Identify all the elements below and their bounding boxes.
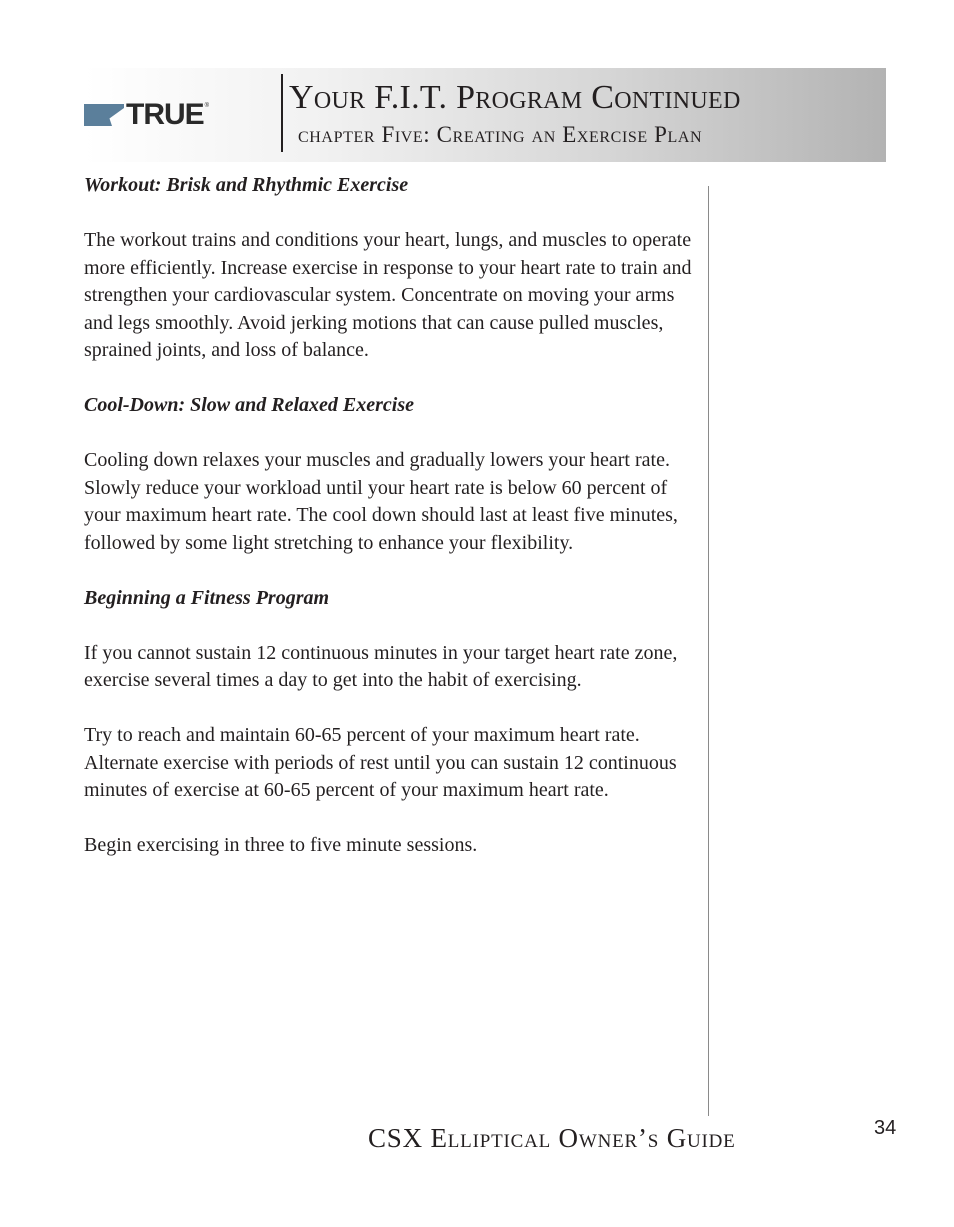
- section-heading-workout: Workout: Brisk and Rhythmic Exercise: [84, 174, 409, 196]
- header-divider: [281, 74, 283, 152]
- true-logo-mark-icon: [84, 104, 124, 126]
- true-logo: [84, 98, 252, 131]
- cool-down-paragraph: Cooling down relaxes your muscles and gradually lowers your heart rate. Slowly reduce your workload until your heart rate is below 60 percent of your maximum heart rate. The cool down should last at least five minutes, followed by some light stretching to enhance your flexibility.: [84, 449, 678, 554]
- page-title: Your F.I.T. Program Continued: [289, 79, 741, 116]
- workout-paragraph: The workout trains and conditions your heart, lungs, and muscles to operate more efficiently. Increase exercise in response to your heart rate to train and strengthen your cardiovascular system. Concentrate on moving your arms and legs smoothly. Avoid jerking motions that can cause pulled muscles, sprained joints, and loss of balance.: [84, 229, 692, 361]
- fitness-paragraph-3: Begin exercising in three to five minute sessions.: [84, 834, 478, 856]
- chapter-subtitle: chapter Five: Creating an Exercise Plan: [298, 122, 703, 147]
- page-number: 34: [874, 1117, 897, 1139]
- right-margin-rule: [708, 186, 709, 1116]
- guide-title: CSX Elliptical Owner’s Guide: [368, 1123, 736, 1153]
- logo-wordmark: TRUE: [126, 98, 204, 131]
- section-heading-cool-down: Cool-Down: Slow and Relaxed Exercise: [84, 394, 415, 416]
- main-content: [84, 172, 700, 887]
- logo-registered-mark: ®: [204, 103, 210, 109]
- section-heading-beginning-fitness: Beginning a Fitness Program: [84, 586, 330, 609]
- fitness-paragraph-2: Try to reach and maintain 60-65 percent of your maximum heart rate. Alternate exercise with periods of rest until you can sustain 12 continuous minutes of exercise at 60-65 percent of your maximum heart rate.: [84, 724, 677, 801]
- fitness-paragraph-1: If you cannot sustain 12 continuous minutes in your target heart rate zone, exercise several times a day to get into the habit of exercising.: [84, 641, 678, 691]
